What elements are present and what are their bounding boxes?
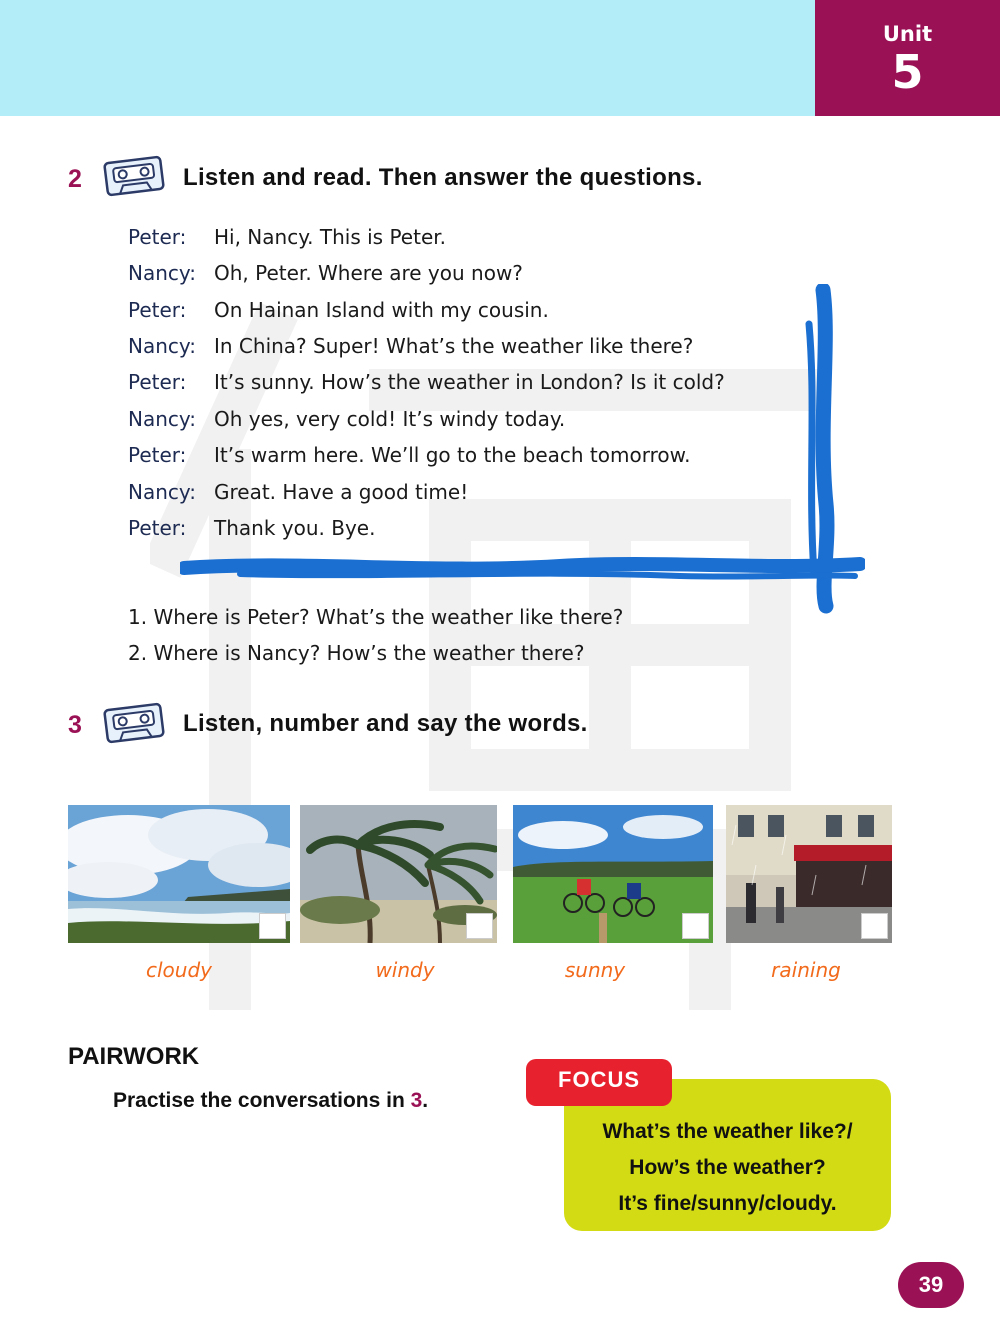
speech-text: Oh yes, very cold! It’s windy today. [214,407,566,431]
speaker-name: Nancy: [128,480,197,504]
focus-line: It’s fine/sunny/cloudy. [618,1192,837,1215]
speaker-name: Nancy: [128,334,197,358]
speaker-name: Nancy: [128,407,197,431]
speaker-name: Peter: [128,370,187,394]
speaker-name: Nancy: [128,261,197,285]
photo-sunny-cyclists [513,805,713,943]
number-answer-box[interactable] [466,913,493,939]
speech-text: Hi, Nancy. This is Peter. [214,225,447,249]
exercise-3-title: Listen, number and say the words. [183,710,588,737]
unit-tab [815,0,1000,116]
focus-tag: FOCUS [526,1059,672,1106]
question-2: 2. Where is Nancy? How’s the weather there? [128,641,585,665]
word-sunny: sunny [564,958,626,982]
exercise-3-number: 3 [68,711,82,739]
word-raining: raining [771,958,841,982]
speech-text: It’s sunny. How’s the weather in London? Is it cold? [214,370,725,394]
photo-cloudy-coast [68,805,290,943]
focus-line: What’s the weather like?/ [602,1120,853,1143]
photo-raining-street [726,805,892,943]
word-cloudy: cloudy [146,958,212,982]
number-answer-box[interactable] [861,913,888,939]
speaker-name: Peter: [128,443,187,467]
speech-text: On Hainan Island with my cousin. [214,298,549,322]
pairwork-instruction [113,1089,428,1113]
speech-text: In China? Super! What’s the weather like there? [214,334,694,358]
word-windy: windy [375,958,435,982]
pairwork-end: . [422,1089,429,1112]
focus-line: How’s the weather? [629,1156,826,1179]
photo-windy-palms [300,805,497,943]
page-number: 39 [898,1262,964,1308]
header-band [0,0,815,116]
speaker-name: Peter: [128,225,187,249]
number-answer-box[interactable] [682,913,709,939]
speaker-name: Peter: [128,298,187,322]
pairwork-title: PAIRWORK [68,1043,200,1070]
exercise-2-number: 2 [68,165,82,193]
pairwork-text: Practise the conversations in [113,1089,411,1112]
speech-text: Great. Have a good time! [214,480,469,504]
unit-label: Unit [882,22,933,46]
exercise-reference: 3 [410,1089,423,1112]
number-answer-box[interactable] [259,913,286,939]
unit-number: 5 [891,45,924,99]
speech-text: It’s warm here. We’ll go to the beach tomorrow. [214,443,691,467]
speech-text: Thank you. Bye. [214,516,376,540]
question-1: 1. Where is Peter? What’s the weather like there? [128,605,624,629]
exercise-2-title: Listen and read. Then answer the questions. [183,164,703,191]
speech-text: Oh, Peter. Where are you now? [214,261,523,285]
cassette-icon [102,700,166,746]
speaker-name: Peter: [128,516,187,540]
cassette-icon [102,153,166,199]
